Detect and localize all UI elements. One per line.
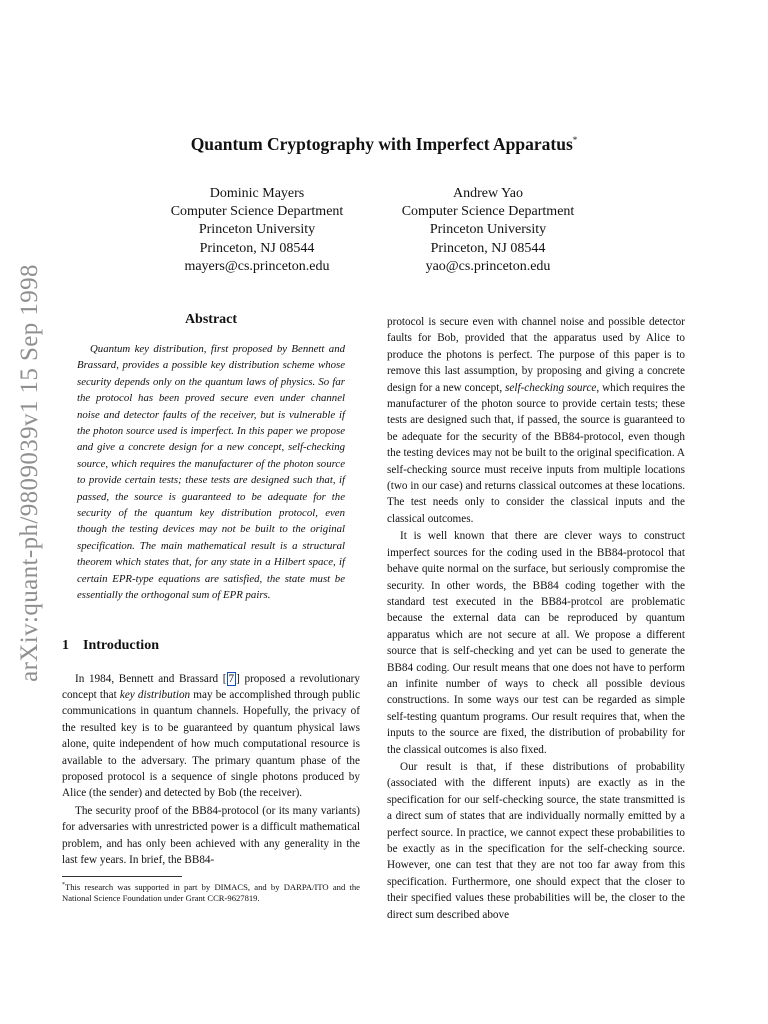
arxiv-identifier-stamp bbox=[10, 255, 50, 690]
paragraph-text: , which requires the manufacturer of the photon source to provide certain tests; these tests are designed such that, if passed, the source is guaranteed to be adequate for the security of the BB84-protocol, even though the testing devices may not be built to the original specification. A self-checking source must receive inputs from multiple locations (two in our case) and returns classical outcomes at these locations. The test needs only to consider the classical inputs and the classical outcomes. bbox=[387, 381, 685, 525]
paragraph-text: In 1984, Bennett and Brassard [ bbox=[75, 672, 227, 685]
author-institution: Princeton University bbox=[429, 222, 547, 238]
left-column bbox=[62, 312, 360, 904]
author-address: Princeton, NJ 08544 bbox=[430, 240, 546, 256]
intro-paragraph-3 bbox=[387, 314, 685, 527]
paragraph-text: protocol is secure even with channel noise and possible detector faults for Bob, provided that the apparatus used by Alice to produce the photons is perfect. The purpose of this paper is to remove this last assumption, by proposing and giving a concrete design for a new concept, bbox=[387, 316, 685, 394]
author-block-1 bbox=[132, 185, 382, 276]
author-address: Princeton, NJ 08544 bbox=[199, 240, 315, 256]
footnote bbox=[62, 880, 360, 904]
author-block-2 bbox=[363, 185, 613, 276]
author-department: Computer Science Department bbox=[401, 204, 575, 220]
abstract-text: Quantum key distribution, first proposed by Bennett and Brassard, provides a possible key distribution scheme whose security depends only on the quantum laws of physics. So far the protocol has been proved secure even under channel noise and detector faults of the receiver, but is vulnerable if the photon source used is imperfect. In this paper we propose and give a concrete design for a new concept, self-checking source, which requires the manufacturer of the photon source to provide certain tests; these tests are designed such that, if passed, the source is guaranteed to be adequate for the security of the quantum key distribution protocol, even though the testing devices may not be built to the original specification. The main mathematical result is a structural theorem which states that, for any state in a Hilbert space, if certain EPR-type equations are satisfied, the state must be essentially the orthogonal sum of EPR pairs. bbox=[77, 343, 345, 602]
author-institution: Princeton University bbox=[198, 222, 316, 238]
author-email: yao@cs.princeton.edu bbox=[425, 258, 551, 274]
emphasis-text: self-checking source bbox=[505, 381, 597, 394]
paper-title: Quantum Cryptography with Imperfect Apparatus bbox=[190, 134, 573, 154]
right-column bbox=[387, 314, 685, 923]
section-heading-introduction bbox=[62, 638, 360, 654]
abstract-heading: Abstract bbox=[184, 312, 238, 327]
section-number: 1 bbox=[62, 637, 69, 653]
intro-paragraph-2: The security proof of the BB84-protocol (or its many variants) for adversaries with unrestricted power is a difficult mathematical problem, and has only been achieved with any generality in the last few years. In brief, the BB84- bbox=[62, 804, 360, 866]
author-name: Dominic Mayers bbox=[209, 186, 305, 201]
author-email: mayers@cs.princeton.edu bbox=[184, 258, 330, 274]
footnote-mark: * bbox=[62, 882, 65, 889]
paragraph-text: ] proposed a revolutionary concept that bbox=[62, 672, 360, 701]
footnote-divider bbox=[62, 876, 182, 877]
paragraph-text: may be accomplished through public communications in quantum channels. Hopefully, the privacy of the resulted key is to be guaranteed by quantum physical laws alone, quite independent of how much computational resource is available to the adversary. The primary quantum phase of the proposed protocol is a sequence of single photons produced by Alice (the sender) and detected by Bob (the receiver). bbox=[62, 688, 360, 800]
intro-paragraph-5: Our result is that, if these distributions of probability (associated with the different inputs) are exactly as in the specification for our self-checking source, the state transmitted is a direct sum of states that are individually normally emitted by a perfect source. In practice, we cannot expect these probabilities to be exactly as in the specification for the self-checking source. However, one can test that they are not too far away from this specification. Furthermore, one should expect that the closer to their specified values these probabilities will be, the closer to the direct sum described above bbox=[387, 760, 685, 921]
section-title: Introduction bbox=[83, 637, 159, 653]
arxiv-id-text: arXiv:quant-ph/9809039v1 15 Sep 1998 bbox=[16, 263, 43, 682]
author-department: Computer Science Department bbox=[170, 204, 344, 220]
footnote-text: This research was supported in part by DIMACS, and by DARPA/ITO and the National Science Foundation under Grant CCR-9627819. bbox=[62, 882, 360, 904]
emphasis-text: key distribution bbox=[119, 688, 191, 701]
intro-paragraph-1 bbox=[62, 671, 360, 802]
citation-link[interactable]: 7 bbox=[228, 672, 235, 685]
intro-paragraph-4: It is well known that there are clever ways to construct imperfect sources for the coding used in the BB84-protocol that behave quite normal on the surface, but seriously compromise the security. In other words, the BB84 coding together with the standard test executed in the BB84-protcol are problematic because the external data can be reproduced by quantum apparatus which are not secure at all. We propose a different source that is self-checking and yet can be used to generate the BB84 coding. Our result means that one does not have to perform an infinite number of ways to check all possible devious constructions. In some ways our test can be regarded as simple self-testing quantum programs. Our result requires that, when the inputs to the source are fixed, the distribution of probability for the classical outcomes is also fixed. bbox=[387, 530, 685, 756]
title-footnote-mark: * bbox=[572, 135, 578, 146]
author-name: Andrew Yao bbox=[453, 186, 523, 201]
paper-title-block bbox=[0, 134, 768, 155]
